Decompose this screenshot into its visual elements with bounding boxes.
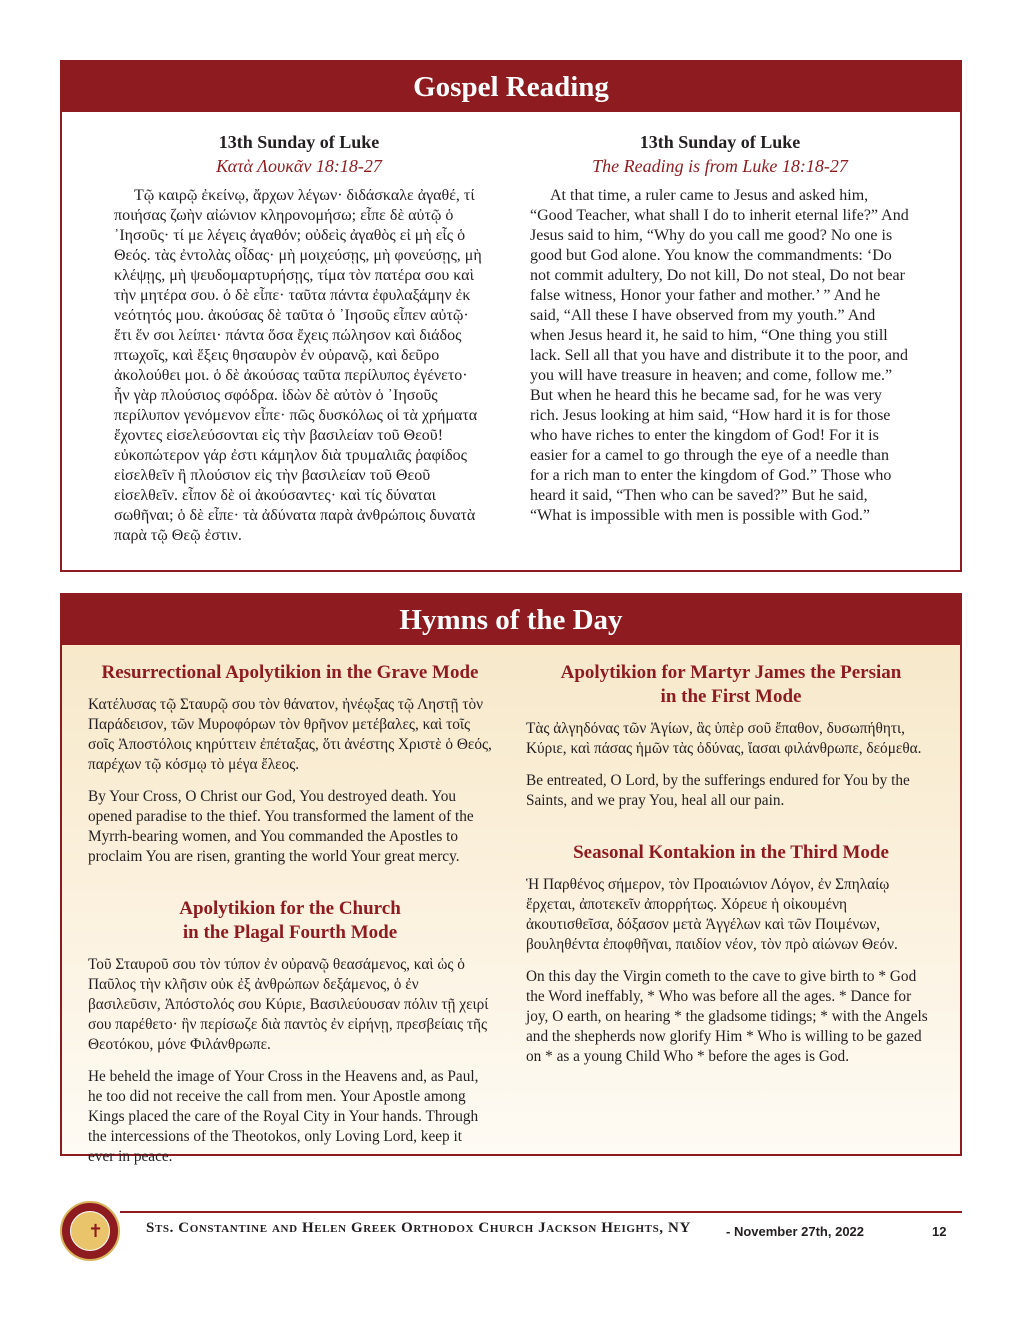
- gospel-english-title: 13th Sunday of Luke: [639, 132, 801, 152]
- hymns-header: Hymns of the Day: [62, 595, 960, 645]
- kontakion-title: Seasonal Kontakion in the Third Mode: [573, 842, 889, 863]
- gospel-english-text: At that time, a ruler came to Jesus and asked him, “Good Teacher, what shall I do to inherit eternal life?” And Jesus said to him, “Why do you call me good? No one is good but God alone. You know the commandments: ‘Do not commit adultery, Do not kill, Do not steal, Do not bear false witness, Honor your father and mother.’ ” And he said, “All these I have observed from my youth.” And when Jesus heard it, he said to him, “One thing you still lack. Sell all that you have and distribute it to the poor, and you will have treasure in heaven; and come, follow me.” But when he heard this he became sad, for he was very rich. Jesus looking at him said, “How hard it is for those who have riches to enter the kingdom of God! For it is easier for a camel to go through the eye of a needle than for a rich man to enter the kingdom of God.” Those who heard it said, “Then who can be saved?” But he said, “What is impossible with men is possible with God.”: [530, 187, 909, 524]
- cross-icon: ✝: [88, 1221, 104, 1241]
- kontakion-english: On this day the Virgin cometh to the cave to give birth to * God the Word ineffably, * Who was before all the ages. * Dance for joy, O earth, on hearing * the gladsome tidings; * with the Angels and the shepherds now glorify Him * Who is willing to be gazed on * as a young Child Who * before the ages is God.: [526, 968, 928, 1065]
- hymns-right-column: [526, 661, 936, 1067]
- church-apolytikion-title: [88, 897, 492, 945]
- resurrectional-apolytikion-greek: Κατέλυσας τῷ Σταυρῷ σου τὸν θάνατον, ἠνέῳξας τῷ Ληστῇ τὸν Παράδεισον, τῶν Μυροφόρων τὸν θρῆνον μετέβαλες, καὶ τοῖς σοῖς Ἀποστόλοις κηρύττειν ἐπέταξας, ὅτι ἀνέστης Χριστὲ ὁ Θεός, παρέχων τῷ κόσμῳ τὸ μέγα ἔλεος.: [88, 696, 492, 773]
- church-seal-icon: [60, 1201, 120, 1261]
- seal-inner-icon: [70, 1211, 110, 1251]
- kontakion-greek: Ἡ Παρθένος σήμερον, τὸν Προαιώνιον Λόγον, ἐν Σπηλαίῳ ἔρχεται, ἀποτεκεῖν ἀπορρήτως. Χόρευε ἡ οἰκουμένη ἀκουτισθεῖσα, δόξασον μετὰ Ἀγγέλων καὶ τῶν Ποιμένων, βουληθέντα ἐποφθῆναι, παιδίον νέον, τὸν πρὸ αἰώνων Θεόν.: [526, 876, 898, 953]
- gospel-greek-title: 13th Sunday of Luke: [218, 132, 380, 152]
- gospel-greek-subtitle: Κατὰ Λουκᾶν 18:18-27: [216, 156, 382, 176]
- church-apolytikion-title-line2: in the Plagal Fourth Mode: [182, 922, 398, 943]
- martyr-apolytikion-title: [526, 661, 936, 709]
- martyr-apolytikion-title-line2: in the First Mode: [660, 686, 802, 707]
- gospel-greek-column: [114, 130, 484, 546]
- gospel-english-column: [530, 130, 910, 526]
- resurrectional-apolytikion-title: Resurrectional Apolytikion in the Grave Mode: [101, 662, 479, 683]
- footer-church-name: Sts. Constantine and Helen Greek Orthodox Church Jackson Heights, NY: [146, 1220, 691, 1236]
- page-number: 12: [932, 1224, 947, 1239]
- footer-divider: [120, 1211, 962, 1213]
- gospel-english-subtitle: The Reading is from Luke 18:18-27: [592, 156, 848, 176]
- resurrectional-apolytikion-english: By Your Cross, O Christ our God, You destroyed death. You opened paradise to the thief. You transformed the lament of the Myrrh-bearing women, and You commanded the Apostles to proclaim You are risen, granting the world Your great mercy.: [88, 788, 474, 865]
- martyr-apolytikion-greek: Τὰς ἀλγηδόνας τῶν Ἁγίων, ἃς ὑπὲρ σοῦ ἔπαθον, δυσωπήθητι, Κύριε, καὶ πάσας ἡμῶν τὰς ὀδύνας, ἴασαι φιλάνθρωπε, δεόμεθα.: [526, 720, 922, 757]
- church-apolytikion-greek: Τοῦ Σταυροῦ σου τὸν τύπον ἐν οὐρανῷ θεασάμενος, καὶ ὡς ὁ Παῦλος τὴν κλῆσιν οὐκ ἐξ ἀνθρώπων δεξάμενος, ὁ ἐν βασιλεῦσιν, Ἀπόστολός σου Κύριε, Βασιλεύουσαν πόλιν τῇ χειρί σου παρέθετο· ἣν περίσωζε διὰ παντὸς ἐν εἰρήνῃ, πρεσβείαις τῆς Θεοτόκου, μόνε Φιλάνθρωπε.: [88, 956, 489, 1053]
- martyr-apolytikion-english: Be entreated, O Lord, by the sufferings endured for You by the Saints, and we pray You, heal all our pain.: [526, 772, 910, 809]
- gospel-greek-text: Τῷ καιρῷ ἐκείνῳ, ἄρχων λέγων· διδάσκαλε ἀγαθέ, τί ποιήσας ζωὴν αἰώνιον κληρονομήσω; εἶπε δὲ αὐτῷ ὁ ᾿Ιησοῦς· τί με λέγεις ἀγαθόν; οὐδεὶς ἀγαθὸς εἰ μὴ εἷς ὁ Θεός. τὰς ἐντολὰς οἶδας· μὴ μοιχεύσῃς, μὴ φονεύσῃς, μὴ κλέψῃς, μὴ ψευδομαρτυρήσῃς, τίμα τὸν πατέρα σου καὶ τὴν μητέρα σου. ὁ δὲ εἶπε· ταῦτα πάντα ἐφυλαξάμην ἐκ νεότητός μου. ἀκούσας δὲ ταῦτα ὁ ᾿Ιησοῦς εἶπεν αὐτῷ· ἔτι ἕν σοι λείπει· πάντα ὅσα ἔχεις πώλησον καὶ διάδος πτωχοῖς, καὶ ἕξεις θησαυρὸν ἐν οὐρανῷ, καὶ δεῦρο ἀκολούθει μοι. ὁ δὲ ἀκούσας ταῦτα περίλυπος ἐγένετο· ἦν γὰρ πλούσιος σφόδρα. ἰδὼν δὲ αὐτὸν ὁ ᾿Ιησοῦς περίλυπον γενόμενον εἶπε· πῶς δυσκόλως οἱ τὰ χρήματα ἔχοντες εἰσελεύσονται εἰς τὴν βασιλείαν τοῦ Θεοῦ! εὐκοπώτερον γάρ ἐστι κάμηλον διὰ τρυμαλιᾶς ῥαφίδος εἰσελθεῖν ἢ πλούσιον εἰς τὴν βασιλείαν τοῦ Θεοῦ εἰσελθεῖν. εἶπον δὲ οἱ ἀκούσαντες· καὶ τίς δύναται σωθῆναι; ὁ δὲ εἶπε· τὰ ἀδύνατα παρὰ ἀνθρώποις δυνατὰ παρὰ τῷ Θεῷ ἐστιν.: [114, 187, 482, 544]
- hymns-left-column: [88, 661, 492, 1167]
- church-apolytikion-title-line1: Apolytikion for the Church: [179, 898, 401, 919]
- hymns-panel: [60, 593, 962, 1165]
- martyr-apolytikion-title-line1: Apolytikion for Martyr James the Persian: [560, 662, 902, 683]
- gospel-reading-panel: [60, 60, 962, 572]
- gospel-reading-header: Gospel Reading: [62, 62, 960, 112]
- footer-date: - November 27th, 2022: [726, 1224, 865, 1239]
- church-apolytikion-english: He beheld the image of Your Cross in the Heavens and, as Paul, he too did not receive the call from men. Your Apostle among Kings placed the care of the Royal City in Your hands. Through the intercessions of the Theotokos, only Loving Lord, keep it ever in peace.: [88, 1068, 479, 1165]
